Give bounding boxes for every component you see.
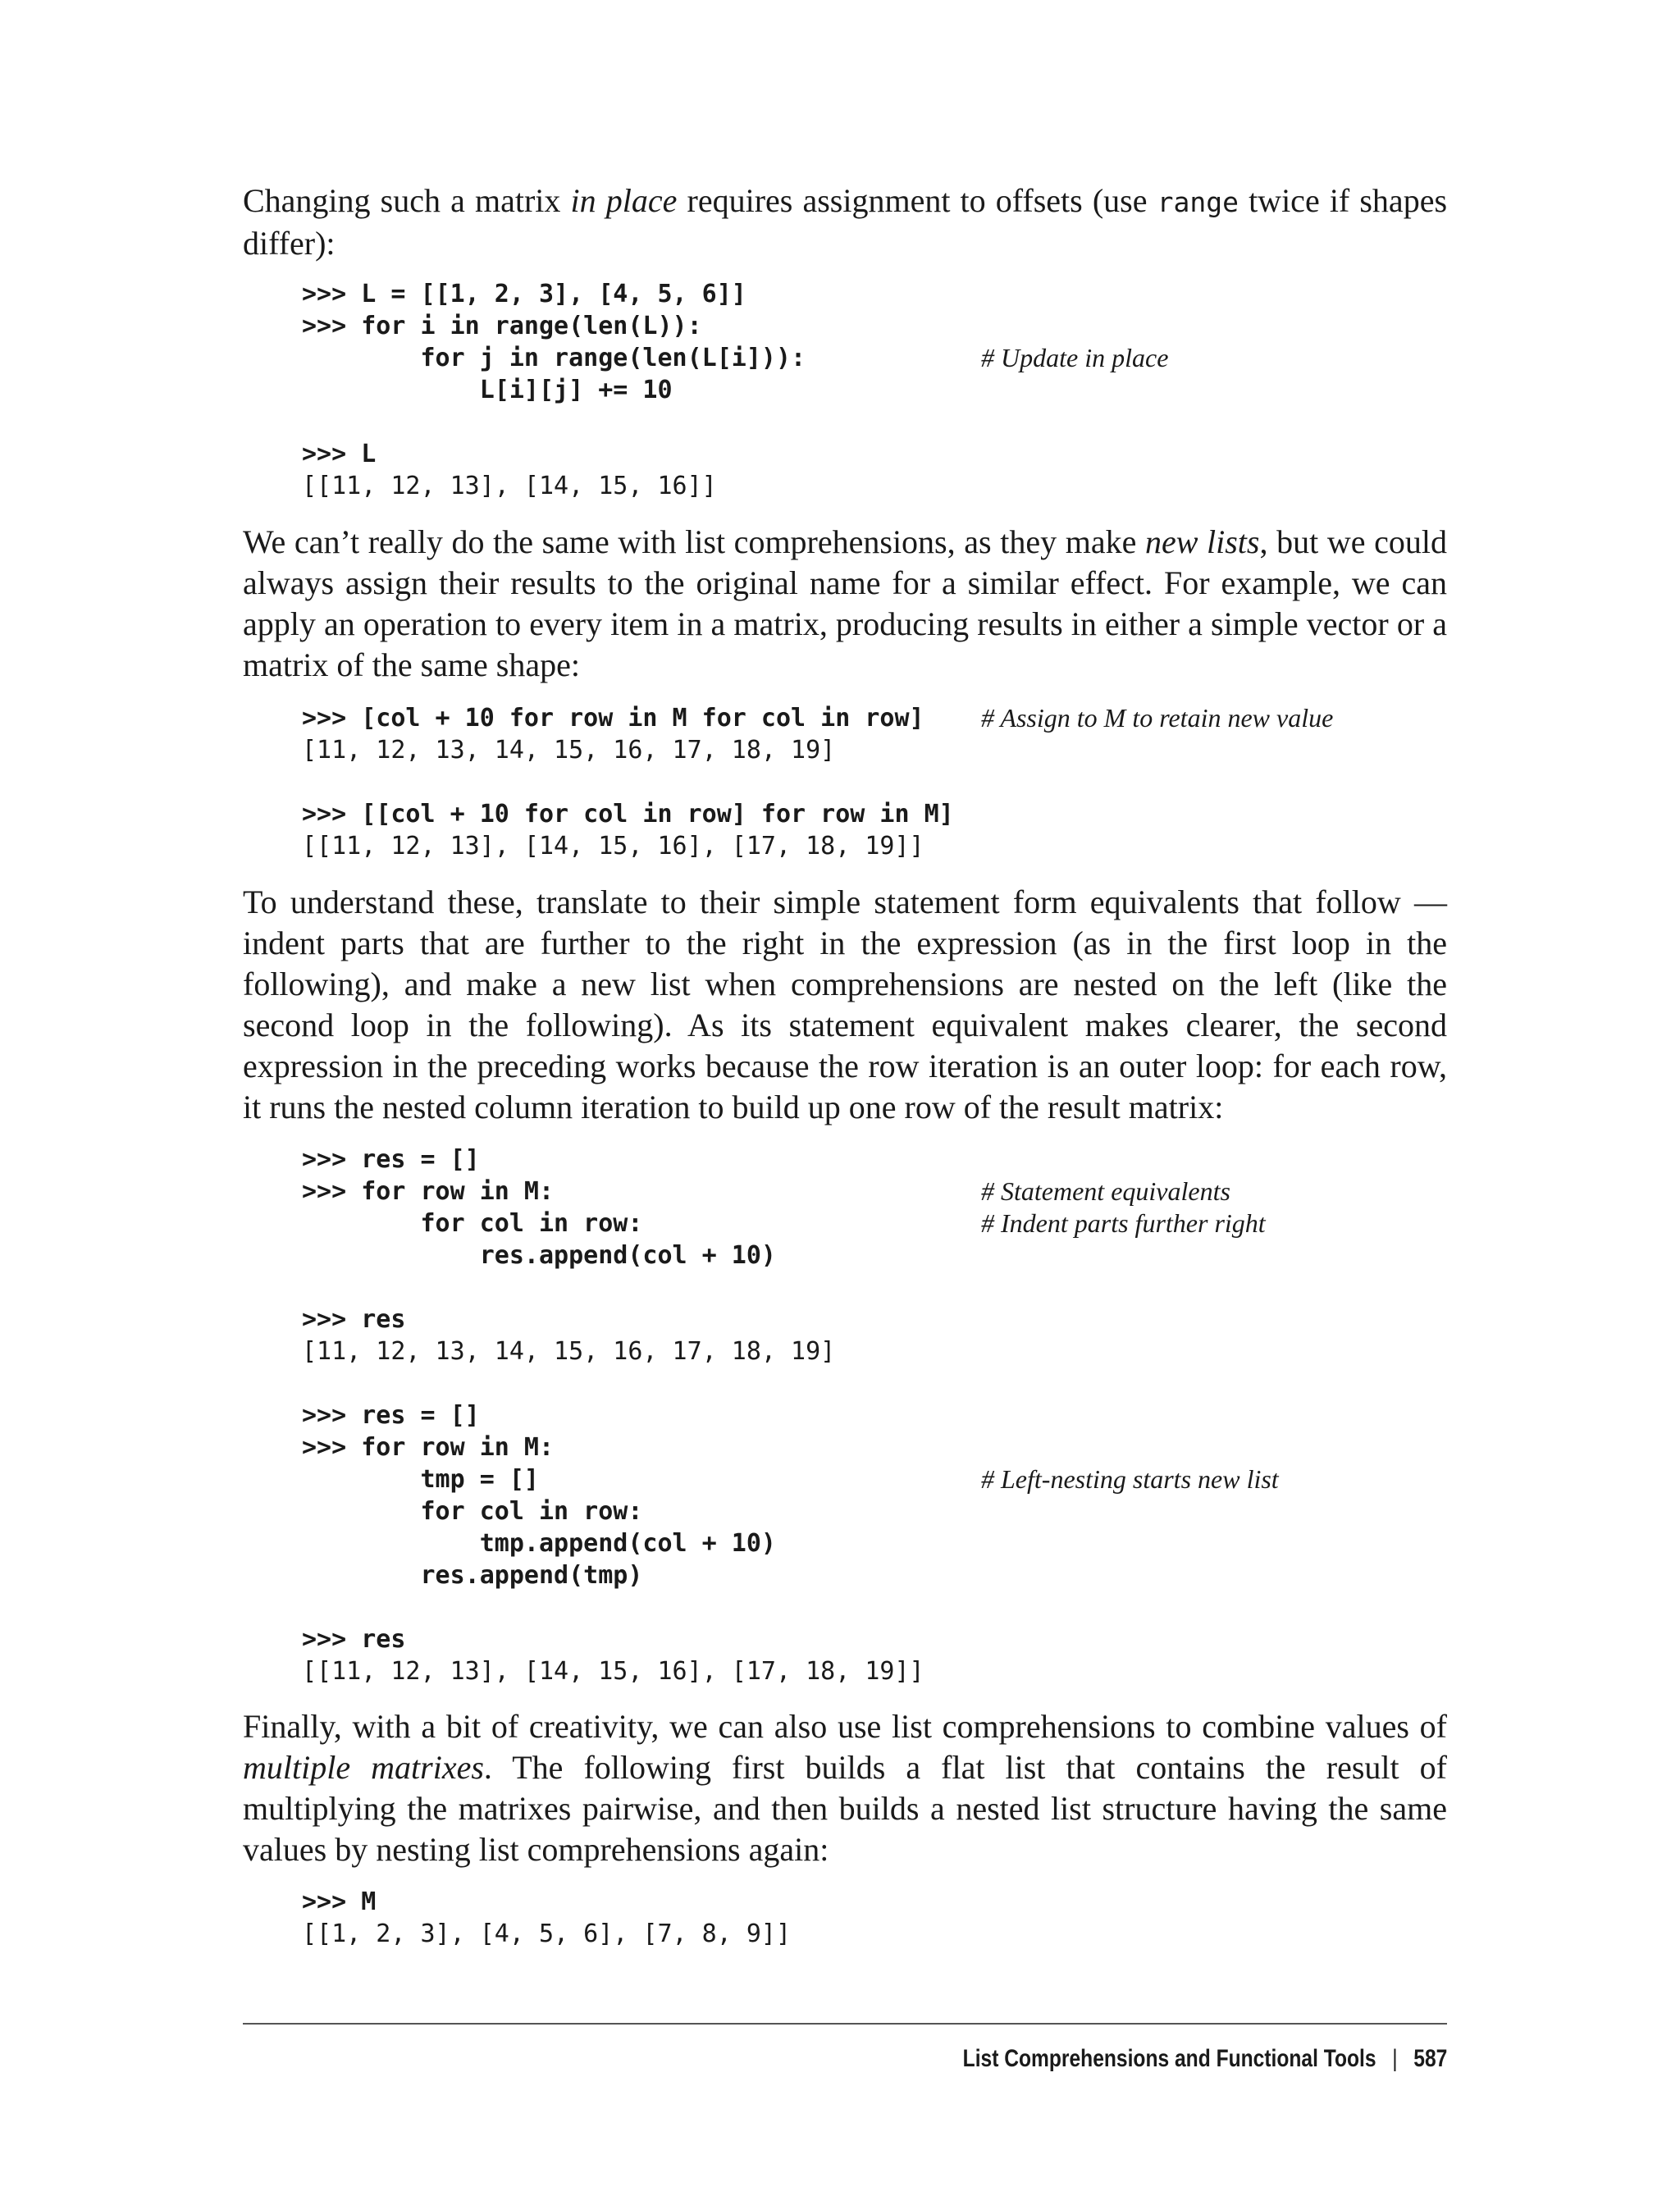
code-line: tmp.append(col + 10) <box>302 1529 776 1558</box>
code-output: [[11, 12, 13], [14, 15, 16], [17, 18, 19]] <box>302 832 924 861</box>
code-line: >>> res = [] <box>302 1401 480 1430</box>
code-output: [[11, 12, 13], [14, 15, 16], [17, 18, 19]] <box>302 1657 924 1686</box>
paragraph-statement-equivalents: To understand these, translate to their simple statement form equivalents that follow —indent parts that are further to the right in the expression (as in the first loop in the following), and make a new list when comprehensions are nested on the left (like the second loop in the following). As its statement equivalent makes clearer, the second expression in the preceding works because the row iteration is an outer loop: for each row, it runs the nested column iteration to build up one row of the result matrix: <box>243 883 1447 1125</box>
code-line: >>> for row in M: <box>302 1433 555 1462</box>
code-line: res.append(tmp) <box>302 1561 643 1590</box>
page-number: 587 <box>1413 2045 1447 2072</box>
code-line: >>> for i in range(len(L)): <box>302 312 702 340</box>
code-line: res.append(col + 10) <box>302 1241 776 1270</box>
code-comment: # Assign to M to retain new value <box>981 703 1334 733</box>
code-line: for col in row: <box>302 1497 643 1526</box>
code-line: >>> [[col + 10 for col in row] for row in M] <box>302 800 954 829</box>
code-comment: # Left-nesting starts new list <box>981 1464 1279 1494</box>
code-line: >>> L <box>302 440 377 468</box>
paragraph-multiple-matrixes: Finally, with a bit of creativity, we can also use list comprehensions to combine values of multiple matrixes. The following first builds a flat list that contains the result of multiplying the matrixes pairwise, and then builds a nested list structure having the same values by nesting list comprehensions again: <box>243 1708 1447 1868</box>
code-line: L[i][j] += 10 <box>302 376 673 404</box>
code-line: tmp = [] <box>302 1465 539 1494</box>
footer-rule <box>243 2023 1447 2025</box>
code-output: [11, 12, 13, 14, 15, 16, 17, 18, 19] <box>302 736 836 765</box>
code-comment: # Statement equivalents <box>981 1176 1230 1206</box>
code-output: [[11, 12, 13], [14, 15, 16]] <box>302 472 717 500</box>
code-line: >>> res <box>302 1625 406 1654</box>
emphasis-new-lists: new lists <box>1144 523 1260 560</box>
emphasis-in-place: in place <box>570 182 678 219</box>
paragraph-matrix-in-place: Changing such a matrix in place requires assignment to offsets (use range twice if shapes differ): <box>243 182 1448 262</box>
paragraph-new-lists: We can’t really do the same with list comprehensions, as they make new lists, but we could always assign their results to the original name for a similar effect. For example, we can apply an operation to every item in a matrix, producing results in either a simple vector or a matrix of the same shape: <box>243 523 1448 683</box>
footer-separator: | <box>1391 2045 1398 2072</box>
code-line: >>> res = [] <box>302 1145 480 1174</box>
code-output: [11, 12, 13, 14, 15, 16, 17, 18, 19] <box>302 1337 836 1366</box>
code-line: >>> for row in M: <box>302 1177 555 1206</box>
inline-code-range: range <box>1157 186 1239 218</box>
running-title: List Comprehensions and Functional Tools <box>962 2045 1376 2072</box>
emphasis-multiple-matrixes: multiple matrixes <box>243 1749 484 1786</box>
code-line: >>> res <box>302 1305 406 1334</box>
code-line: for j in range(len(L[i])): <box>302 344 806 372</box>
page-footer <box>962 2043 1447 2075</box>
code-comment: # Indent parts further right <box>981 1208 1266 1238</box>
code-comment: # Update in place <box>981 343 1169 372</box>
code-output: [[1, 2, 3], [4, 5, 6], [7, 8, 9]] <box>302 1920 792 1948</box>
code-line: >>> M <box>302 1888 377 1916</box>
code-line: >>> L = [[1, 2, 3], [4, 5, 6]] <box>302 280 746 308</box>
code-line: >>> [col + 10 for row in M for col in row] <box>302 704 924 733</box>
code-line: for col in row: <box>302 1209 643 1238</box>
